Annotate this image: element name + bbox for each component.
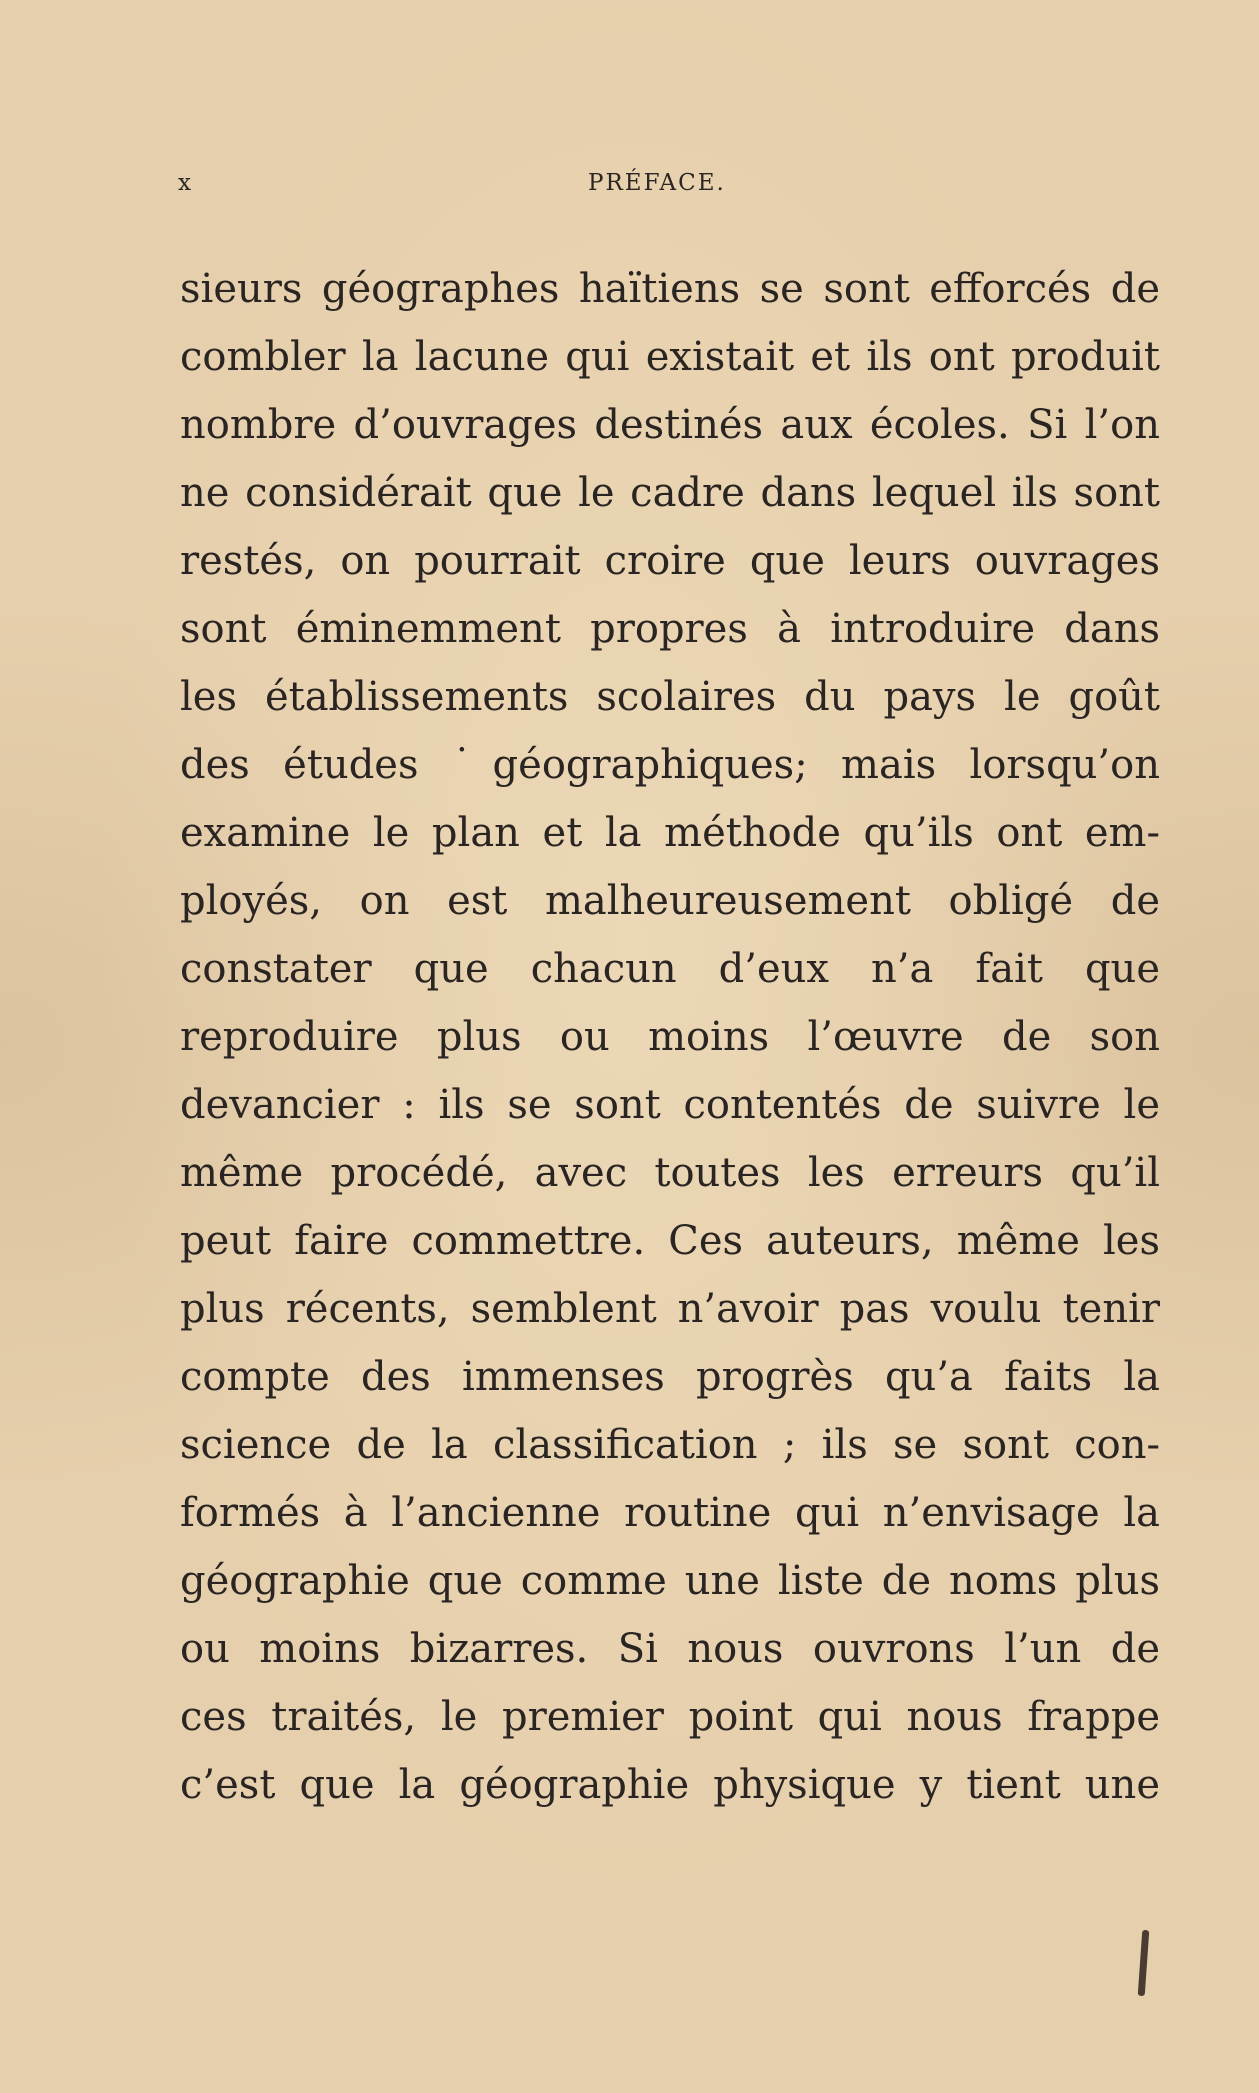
header-title: PRÉFACE.: [588, 170, 726, 196]
text-line: sont éminemment propres à introduire dans: [180, 606, 1160, 652]
text-line: formés à l’ancienne routine qui n’envisage la: [180, 1490, 1160, 1536]
text-line: même procédé, avec toutes les erreurs qu’il: [180, 1150, 1160, 1196]
text-line: combler la lacune qui existait et ils ont produit: [180, 334, 1160, 380]
text-line: sieurs géographes haïtiens se sont efforcés de: [180, 266, 1160, 312]
running-head: [178, 170, 1158, 210]
text-line: compte des immenses progrès qu’a faits la: [180, 1354, 1160, 1400]
page-number: x: [178, 170, 193, 196]
text-line: devancier : ils se sont contentés de suivre le: [180, 1082, 1160, 1128]
text-line: les établissements scolaires du pays le goût: [180, 674, 1160, 720]
text-line: ployés, on est malheureusement obligé de: [180, 878, 1160, 924]
text-line: peut faire commettre. Ces auteurs, même les: [180, 1218, 1160, 1264]
text-line: c’est que la géographie physique y tient une: [180, 1762, 1160, 1808]
text-line: examine le plan et la méthode qu’ils ont em-: [180, 810, 1160, 856]
ink-mark: [1138, 1930, 1150, 1996]
text-line: ces traités, le premier point qui nous frappe: [180, 1694, 1160, 1740]
text-line: géographie que comme une liste de noms plus: [180, 1558, 1160, 1604]
text-line: reproduire plus ou moins l’œuvre de son: [180, 1014, 1160, 1060]
text-line: science de la classification ; ils se sont con-: [180, 1422, 1160, 1468]
text-line: des études ˙géographiques; mais lorsqu’on: [180, 742, 1160, 788]
text-line: constater que chacun d’eux n’a fait que: [180, 946, 1160, 992]
text-line: nombre d’ouvrages destinés aux écoles. Si l’on: [180, 402, 1160, 448]
text-line: restés, on pourrait croire que leurs ouvrages: [180, 538, 1160, 584]
text-line: plus récents, semblent n’avoir pas voulu tenir: [180, 1286, 1160, 1332]
body-text: [180, 255, 1160, 1819]
text-line: ne considérait que le cadre dans lequel ils sont: [180, 470, 1160, 516]
text-line: ou moins bizarres. Si nous ouvrons l’un de: [180, 1626, 1160, 1672]
